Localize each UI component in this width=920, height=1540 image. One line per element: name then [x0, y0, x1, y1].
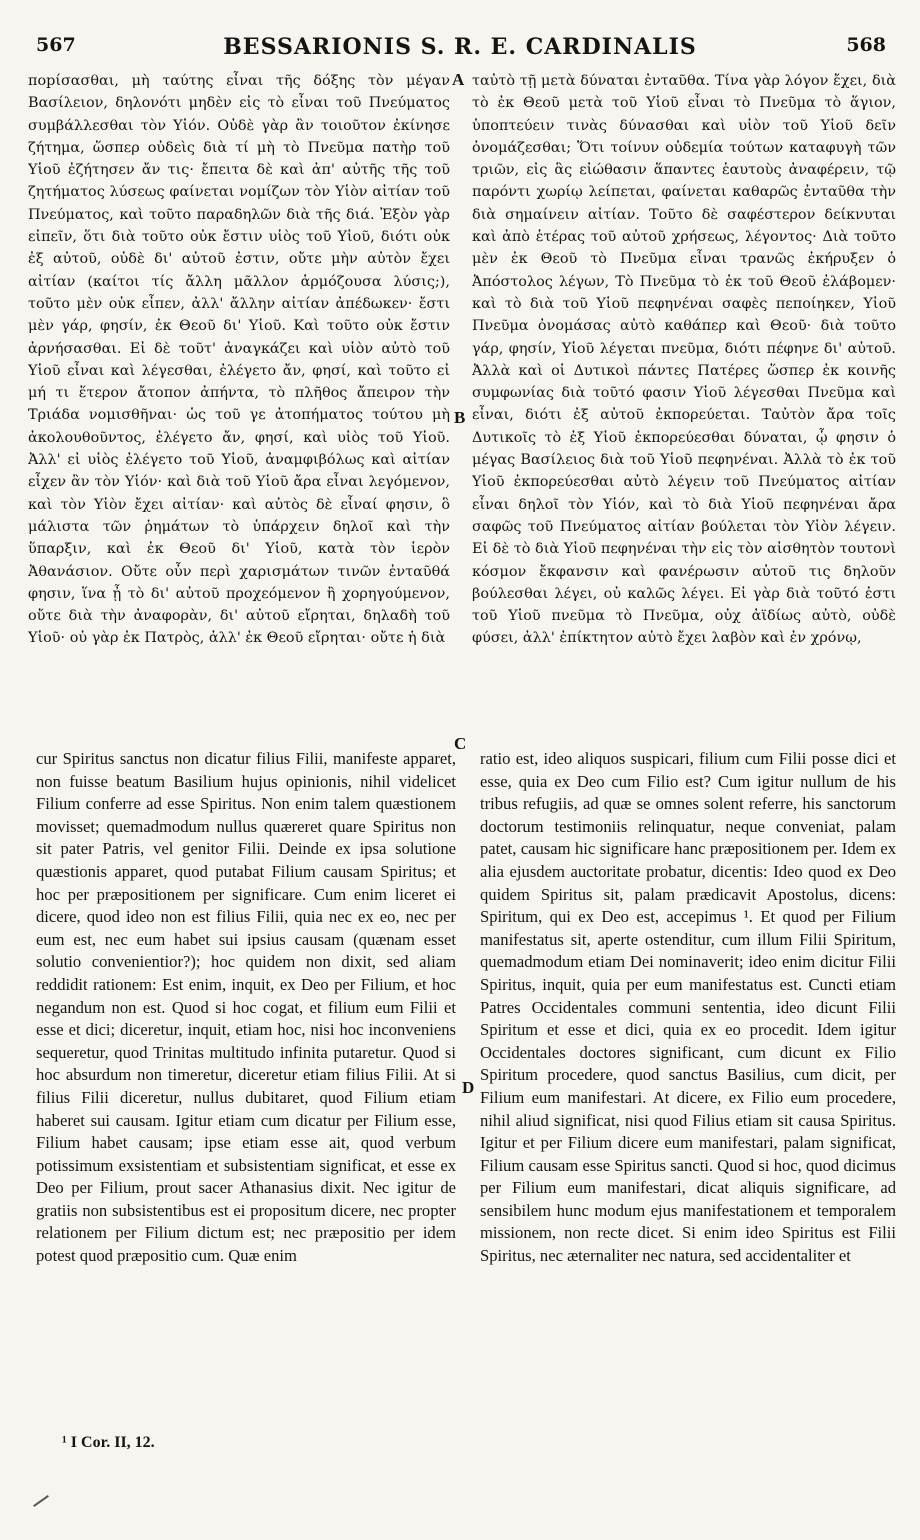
left-page-number: 567: [36, 34, 76, 56]
latin-column-right: ratio est, ideo aliquos suspicari, filium cum Filii posse dici et esse, quia ex Deo cum Filio est? Cum igitur nullum de his tribus refugiis, ad quæ se omnes solent referre, his sanctorum doctorum testimoniis relinquatur, neque conveniat, palam patet, causam hic significare hanc præpositionem per. Idem ex alia ejusdem auctoritate probatur, dicentis: Ideo quod ex Deo quidem Spiritus sit, palam prædicavit Apostolus, dicens: Spiritum, qui ex Deo est, accepimus ¹. Et quod per Filium manifestatus sit, aperte ostenditur, cum illum Filii Spiritum, quemadmodum etiam Dei nominaverit; ideo enim dicitur Filii Spiritus, inquit, quia per eum manifestatus est. Cuncti etiam Patres Occidentales communi sententia, ideo dicunt Filii Spiritum et esse et dici, quia ex eo procedit. Idem igitur Occidentales doctores significant, cum dicunt ex Filio Spiritum procedere, quod sanctus Basilius, cum dicit, per Filium eum manifestari. At dicere, ex Filio eum procedere, nihil aliud significat, nisi quod Filius etiam sit causa Spiritus. Igitur et per Filium dicere eum manifestari, palam significat, Filium causam esse Spiritus sancti. Quod si hoc, quod dicimus per Filium eum manifestari, dicat aliquis significare, ad sensibilem hunc modum ejus manifestationem et temporalem missionem, non recte dicet. Si enim ideo Spiritus est Filii Spiritus, nec æternaliter nec natura, sed accidentaliter et: [480, 749, 896, 1266]
margin-mark-a: A: [452, 70, 465, 89]
running-title: BESSARIONIS S. R. E. CARDINALIS: [223, 34, 697, 60]
latin-column-left: cur Spiritus sanctus non dicatur filius Filii, manifeste apparet, non fuisse beatum Basilium hujus opinionis, nihil videlicet Filium conferre ad esse Spiritus. Non enim talem quæstionem movisset; quemadmodum nullus quæreret quare Spiritus non sit pater Patris, vel genitor Filii. Deinde ex ipsa solutione quæstionis apparet, quod putabat Filium causam Spiritus; et hoc per præpositionem per significare. Cum enim liceret ei dicere, quod ideo non est filius Filii, quia nec ex eo, nec per eum est, nec eum habet sui ipsius causam (quænam esset solutio convenientior?); hoc quidem non dixit, sed aliam reddidit rationem: Est enim, inquit, ex Deo per Filium, et hoc negandum non est. Quod si hoc cogat, et filium eum Filii et esse et dici; diceretur, inquit, etiam hoc, nisi hoc inconveniens sequeretur, quod Trinitas multitudo infinita putaretur. Quod si hoc absurdum non timeretur, diceretur etiam filius Filii. At si filius Filii diceretur, nullus dubitaret, quod Filium etiam haberet sui causam. Igitur etiam cum dicatur per Filium esse, Filium habet causam; ipse etiam esse ait, quod verbum potissimum exsistentiam et subsistentiam significat, et esse ex Deo per Filium, prout sacer Athanasius dixit. Nec igitur de gratiis non subsistentibus est ei propositum dicere, nec propter relationem per Filium dictum est; nec præpositio per idem potest quod præpositio cum. Quæ enim: [36, 749, 456, 1266]
margin-mark-c: C: [454, 734, 467, 753]
margin-mark-d: D: [462, 1078, 475, 1097]
running-header: [30, 28, 890, 68]
right-page-number: 568: [846, 34, 886, 56]
footnote: ¹ I Cor. II, 12.: [62, 1434, 155, 1451]
greek-column-right: ταὐτὸ τῇ μετὰ δύναται ἐνταῦθα. Τίνα γὰρ λόγον ἔχει, διὰ τὸ ἐκ Θεοῦ μετὰ τοῦ Υἱοῦ εἶναι τὸ Πνεῦμα τὸ ἅγιον, ὑποπτεύειν τινὰς δύνασθαι καὶ υἱὸν τοῦ Υἱοῦ δεῖν ὀνομάζεσθαι; Ὅτι τοίνυν οὐδεμία τούτων καταφυγὴ τῶν τριῶν, εἰς ἃς εἰώθασιν ἅπαντες ἑαυτοὺς ἀναφέρειν, τῷ παρόντι χωρίῳ λείπεται, φαίνεται καθαρῶς ἐνταῦθα τὴν διὰ σημαίνειν αἰτίαν. Τοῦτο δὲ σαφέστερον δείκνυται καὶ ἀπὸ ἑτέρας τοῦ αὐτοῦ χρήσεως, λέγοντος· Διὰ τοῦτο μὲν ἐκ Θεοῦ τὸ Πνεῦμα εἶναι τρανῶς ἐκήρυξεν ὁ Ἀπόστολος λέγων, Τὸ Πνεῦμα τὸ ἐκ τοῦ Θεοῦ ἐλάβομεν· καὶ τὸ διὰ τοῦ Υἱοῦ πεφηνέναι σαφὲς πεποίηκεν, Υἱοῦ Πνεῦμα ὀνομάσας αὐτὸ καθάπερ καὶ Θεοῦ· διὰ τοῦτο γάρ, φησίν, Υἱοῦ λέγεται πνεῦμα, διότι πέφηνε δι' αὐτοῦ. Ἀλλὰ καὶ οἱ Δυτικοὶ πάντες Πατέρες ὥσπερ ἐκ κοινῆς συμφωνίας διὰ τοῦτό φασιν Υἱοῦ λέγεσθαι Πνεῦμα καὶ εἶναι, διότι ἐξ αὐτοῦ ἐκπορεύεται. Ταὐτὸν ἄρα τοῖς Δυτικοῖς τὸ ἐξ Υἱοῦ ἐκπορεύεσθαι δύναται, ᾧ φησιν ὁ μέγας Βασίλειος διὰ τοῦ Υἱοῦ πεφηνέναι. Ἀλλὰ τὸ ἐκ τοῦ Υἱοῦ ἐκπορεύεσθαι αὐτὸ λέγειν τοῦ Πνεύματος αἰτίαν εἶναι δηλοῖ τὸν Υἱόν, καὶ τὸ διὰ Υἱοῦ πεφηνέναι ἄρα σαφῶς τοῦ Πνεύματος αἰτίαν βούλεται τὸν Υἱὸν λέγειν. Εἰ δὲ τὸ διὰ Υἱοῦ πεφηνέναι τὴν εἰς τὸν αἰσθητὸν τουτονὶ κόσμον ἔκφανσιν καὶ φανέρωσιν αὐτοῦ τις δηλοῦν βούλεσθαι λέγει, οὐ καλῶς λέγει. Εἰ γὰρ διὰ τοῦτό ἐστι τοῦ Υἱοῦ πνεῦμα τὸ Πνεῦμα, οὐχ ἀϊδίως αὐτὸ, οὐδὲ φύσει, ἀλλ' ἐπίκτητον αὐτὸ ἔχει λαβὸν καὶ ἐν χρόνῳ,: [472, 73, 896, 647]
margin-mark-b: B: [454, 408, 466, 427]
ink-smudge: [33, 1495, 49, 1507]
greek-column-left: ποpίσασθαι, μὴ ταύτης εἶναι τῆς δόξης τὸν μέγαν Βασίλειον, δηλονότι μηδὲν εἰς τὸ εἶναι τοῦ Πνεύματος συμβάλλεσθαι τὸν Υἱόν. Οὐδὲ γὰρ ἂν τοιοῦτον ἐκίνησε ζήτημα, ὥσπερ οὐδεὶς διὰ τί μὴ τὸ Πνεῦμα πατὴρ τοῦ Υἱοῦ ἐζήτησεν ἄν τις· ἔπειτα δὲ καὶ ἀπ' αὐτῆς τῆς τοῦ ζητήματος λύσεως φαίνεται νομίζων τὸν Υἱὸν αἰτίαν τοῦ Πνεύματος, καὶ τοῦτο παραδηλῶν διὰ τῆς διά. Ἐξὸν γὰρ εἰπεῖν, ὅτι διὰ τοῦτο οὐκ ἔστιν υἱὸς τοῦ Υἱοῦ, διότι οὐκ ἐξ αὐτοῦ, οὐδὲ δι' αὐτοῦ ἐστιν, οὔτε μὴν αὐτὸν ἔχει αἰτίαν (καίτοι τίς ἄλλη μᾶλλον ἁρμόζουσα λύσις;), τοῦτο μὲν οὐκ εἶπεν, ἀλλ' ἄλλην αἰτίαν ἀπέδωκεν· ἔστι μὲν γάρ, φησίν, ἐκ Θεοῦ δι' Υἱοῦ. Καὶ τοῦτο οὐκ ἔστιν ἀρνήσασθαι. Εἰ δὲ τοῦτ' ἀναγκάζει καὶ υἱὸν αὐτὸ τοῦ Υἱοῦ εἶναι καὶ λέγεσθαι, ἐλέγετο ἄν, φησί, καὶ τοῦτο εἰ μή τι ἕτερον ἄτοπον ἀπήντα, τὸ πλῆθος ἄπειρον τὴν Τριάδα νομισθῆναι· ὡς τοῦ γε ἀτοπήματος τούτου μὴ ἀκολουθοῦντος, ἐλέγετο ἄν, φησί, καὶ υἱὸς τοῦ Υἱοῦ. Ἀλλ' εἰ υἱὸς ἐλέγετο τοῦ Υἱοῦ, ἀναμφιβόλως καὶ αἰτίαν εἶχεν ἂν τὸν Υἱόν· καὶ διὰ τοῦ Υἱοῦ ἄρα εἶναι λεγόμενον, καὶ τὸν Υἱὸν ἔχει αἰτίαν· καὶ αὐτὸς δὲ εἶναί φησιν, ὃ μάλιστα τῶν ῥημάτων τὸ ὑπάρχειν δηλοῖ καὶ τὴν ὕπαρξιν, καὶ ἐκ Θεοῦ δι' Υἱοῦ, κατὰ τὸν ἱερὸν Ἀθανάσιον. Οὔτε οὖν περὶ χαρισμάτων τινῶν ἐνταῦθά φησιν, ἵνα ᾖ τὸ δι' αὐτοῦ προχεόμενον ἢ χορηγούμενον, οὔτε διὰ τὴν ἀναφορὰν, δι' αὐτοῦ εἴρηται, δηλαδὴ τοῦ Υἱοῦ· οὐ γὰρ ἐκ Πατρὸς, ἀλλ' ἐκ Θεοῦ εἴρηται· οὔτε ἡ διὰ: [28, 73, 450, 647]
